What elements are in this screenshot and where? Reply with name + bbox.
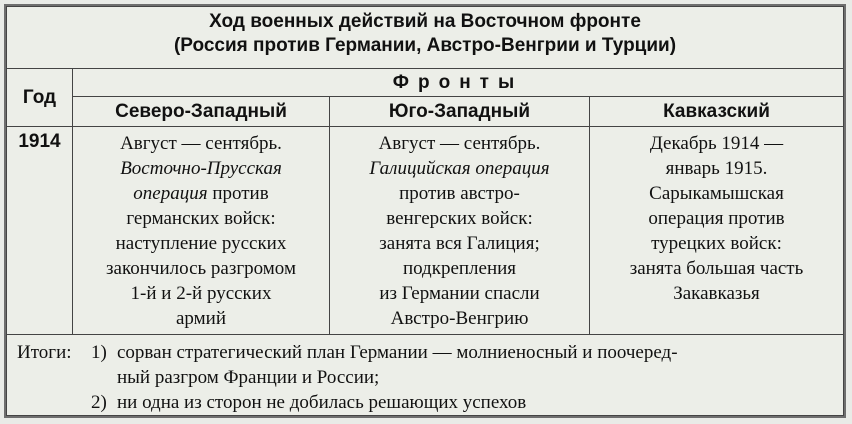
table-row [7,127,844,335]
sw-operation-name: Галицийская операция [369,158,550,179]
result-text: сорван стратегический план Германии — молниеносный и поочеред- [117,342,678,363]
nw-line-rest: против [207,183,269,204]
table-sheet [4,4,846,418]
result-item-1 [17,340,833,365]
header-fronts: Фронты [73,69,844,97]
results-label: Итоги: [17,342,72,363]
cc-line: Декабрь 1914 — [649,133,784,154]
header-front-caucasus: Кавказский [590,97,844,127]
result-number: 1) [91,342,107,363]
nw-operation-name: Восточно-Прусская [120,158,282,179]
nw-operation-word: операция [133,183,208,204]
result-item-1-continued [17,365,833,390]
cc-line: Сарыкамышская [649,183,784,204]
result-number: 2) [91,392,107,413]
cc-line: Закавказья [673,283,760,304]
result-text: ный разгром Франции и России; [117,367,380,388]
cc-line: занята большая часть [629,258,804,279]
nw-line [77,181,325,206]
cc-line: январь 1915. [665,158,768,179]
result-text: ни одна из сторон не добилась решающих успехов [117,392,527,413]
nw-line: 1-й и 2-й русских [130,283,272,304]
results-row [7,335,844,416]
result-item-2 [17,390,833,415]
cell-northwest [73,127,330,335]
sw-line: подкрепления [402,258,517,279]
sw-line: занята вся Галиция; [379,233,540,254]
nw-line: германских войск: [126,208,276,229]
title-line-1: Ход военных действий на Восточном фронте [209,11,641,32]
row-year: 1914 [7,127,73,335]
nw-line: наступление русских [115,233,287,254]
cc-line: операция против [648,208,785,229]
eastern-front-table [6,6,844,416]
sw-line: венгерских войск: [386,208,533,229]
cell-caucasus [590,127,844,335]
header-front-northwest: Северо-Западный [73,97,330,127]
title-line-2: (Россия против Германии, Австро-Венгрии и Турции) [173,35,677,56]
sw-line: против австро- [399,183,520,204]
cc-line: турецких войск: [651,233,782,254]
results-cell [7,335,844,416]
header-year: Год [7,69,73,127]
header-front-southwest: Юго-Западный [330,97,590,127]
sw-line: из Германии спасли [379,283,540,304]
nw-line: Август — сентябрь. [120,133,282,154]
nw-line: закончилось разгромом [106,258,296,279]
sw-line: Август — сентябрь. [378,133,541,154]
sw-line: Австро-Венгрию [390,308,529,329]
nw-line: армий [175,308,226,329]
cell-southwest [330,127,590,335]
table-title [7,7,844,69]
